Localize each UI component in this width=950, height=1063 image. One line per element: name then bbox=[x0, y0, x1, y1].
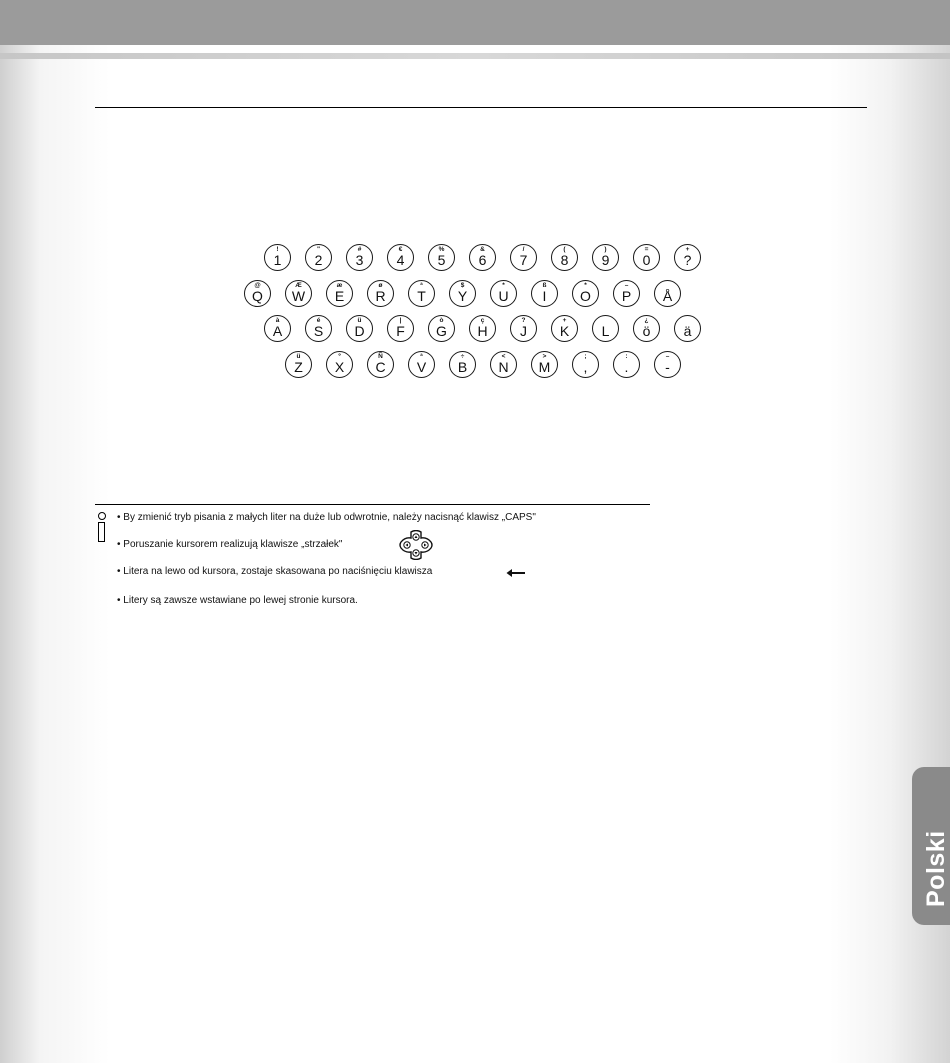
key-primary-label: N bbox=[498, 359, 509, 375]
key-secondary-label: # bbox=[357, 246, 362, 253]
key-primary-label: R bbox=[375, 288, 386, 304]
key bbox=[551, 315, 578, 342]
key-primary-label: Å bbox=[662, 288, 673, 304]
key-secondary-label: ò bbox=[439, 317, 444, 324]
key-secondary-label: % bbox=[438, 246, 445, 253]
backspace-arrow-icon bbox=[506, 567, 526, 579]
key bbox=[510, 315, 537, 342]
key-secondary-label: º bbox=[338, 353, 341, 360]
key bbox=[264, 315, 291, 342]
key-secondary-label: ø bbox=[378, 282, 383, 289]
key bbox=[408, 280, 435, 307]
key-secondary-label: Ñ bbox=[378, 353, 383, 360]
key-secondary-label: < bbox=[501, 353, 506, 360]
key bbox=[387, 315, 414, 342]
key-primary-label: V bbox=[416, 359, 427, 375]
key-primary-label: J bbox=[520, 323, 527, 339]
key-secondary-label: | bbox=[399, 317, 402, 324]
key-primary-label: H bbox=[477, 323, 488, 339]
key-primary-label: M bbox=[538, 359, 551, 375]
note-backspace: • Litera na lewo od kursora, zostaje skasowana po naciśnięciu klawisza bbox=[117, 566, 433, 577]
key bbox=[613, 280, 640, 307]
key-primary-label: W bbox=[291, 288, 306, 304]
key-secondary-label: ç bbox=[480, 317, 485, 324]
key-secondary-label: $ bbox=[460, 282, 465, 289]
key bbox=[592, 315, 619, 342]
key bbox=[428, 315, 455, 342]
key-secondary-label: Æ bbox=[295, 282, 302, 289]
key-secondary-label: ¿ bbox=[644, 317, 649, 324]
key-secondary-label: + bbox=[562, 317, 567, 324]
language-tab bbox=[912, 767, 950, 925]
key-primary-label: 6 bbox=[478, 252, 487, 268]
key-secondary-label: * bbox=[584, 282, 587, 289]
key-secondary-label: ß bbox=[542, 282, 547, 289]
key bbox=[326, 280, 353, 307]
key-secondary-label: € bbox=[398, 246, 403, 253]
key-secondary-label: : bbox=[625, 353, 628, 360]
key-primary-label: 5 bbox=[437, 252, 446, 268]
note-arrows: • Poruszanie kursorem realizują klawisze „strzałek" bbox=[117, 539, 343, 550]
note-insert: • Litery są zawsze wstawiane po lewej stronie kursora. bbox=[117, 595, 358, 606]
key bbox=[469, 315, 496, 342]
key-primary-label: Z bbox=[294, 359, 303, 375]
key-secondary-label: " bbox=[316, 246, 321, 253]
key-secondary-label: æ bbox=[336, 282, 343, 289]
key bbox=[408, 351, 435, 378]
key-primary-label: 8 bbox=[560, 252, 569, 268]
key bbox=[367, 351, 394, 378]
key-primary-label: S bbox=[313, 323, 324, 339]
key bbox=[674, 244, 701, 271]
key-secondary-label: ( bbox=[563, 246, 566, 253]
key-primary-label: X bbox=[334, 359, 345, 375]
key-primary-label: , bbox=[583, 359, 588, 375]
key-secondary-label: ÷ bbox=[460, 353, 465, 360]
note-caps: • By zmienić tryb pisania z małych liter na duże lub odwrotnie, należy nacisnąć klawisz „CAPS" bbox=[117, 512, 536, 523]
key-primary-label: . bbox=[624, 359, 629, 375]
key-secondary-label: – bbox=[665, 353, 670, 360]
key bbox=[367, 280, 394, 307]
key-primary-label: 0 bbox=[642, 252, 651, 268]
key bbox=[674, 315, 701, 342]
key-secondary-label: & bbox=[480, 246, 485, 253]
key bbox=[346, 244, 373, 271]
key-secondary-label: ª bbox=[420, 353, 423, 360]
key-primary-label: O bbox=[580, 288, 591, 304]
key bbox=[510, 244, 537, 271]
key-secondary-label: ? bbox=[521, 317, 526, 324]
key-primary-label: Y bbox=[457, 288, 468, 304]
key bbox=[490, 351, 517, 378]
key-secondary-label: ! bbox=[276, 246, 279, 253]
key-primary-label: A bbox=[272, 323, 283, 339]
key bbox=[633, 244, 660, 271]
key-primary-label: U bbox=[498, 288, 509, 304]
language-tab-label: Polski bbox=[922, 830, 950, 907]
key-primary-label: T bbox=[417, 288, 426, 304]
key bbox=[490, 280, 517, 307]
key bbox=[346, 315, 373, 342]
key bbox=[531, 351, 558, 378]
key-primary-label: - bbox=[665, 359, 670, 375]
key bbox=[531, 280, 558, 307]
key bbox=[326, 351, 353, 378]
key-primary-label: 9 bbox=[601, 252, 610, 268]
key bbox=[572, 351, 599, 378]
key bbox=[244, 280, 271, 307]
key bbox=[264, 244, 291, 271]
key-secondary-label: ü bbox=[357, 317, 362, 324]
key-secondary-label: à bbox=[275, 317, 280, 324]
key bbox=[285, 351, 312, 378]
key-primary-label: F bbox=[396, 323, 405, 339]
key-secondary-label: @ bbox=[254, 282, 261, 289]
key-primary-label: 7 bbox=[519, 252, 528, 268]
key-primary-label: 4 bbox=[396, 252, 405, 268]
key-primary-label: L bbox=[601, 323, 610, 339]
info-icon bbox=[97, 512, 107, 542]
key-secondary-label: = bbox=[644, 246, 649, 253]
key-primary-label: P bbox=[621, 288, 632, 304]
key-secondary-label: * bbox=[502, 282, 505, 289]
key bbox=[387, 244, 414, 271]
dpad-arrows-icon bbox=[399, 530, 433, 560]
key-secondary-label: / bbox=[522, 246, 525, 253]
key-primary-label: ? bbox=[683, 252, 692, 268]
key-primary-label: D bbox=[354, 323, 365, 339]
key-secondary-label: ü bbox=[296, 353, 301, 360]
key bbox=[305, 244, 332, 271]
key-primary-label: K bbox=[559, 323, 570, 339]
key-secondary-label: – bbox=[624, 282, 629, 289]
key-secondary-label: ; bbox=[584, 353, 587, 360]
key bbox=[592, 244, 619, 271]
key bbox=[449, 280, 476, 307]
key-primary-label: E bbox=[334, 288, 345, 304]
key bbox=[449, 351, 476, 378]
key-secondary-label: + bbox=[685, 246, 690, 253]
key-secondary-label: > bbox=[542, 353, 547, 360]
key-primary-label: ä bbox=[683, 323, 692, 339]
key bbox=[551, 244, 578, 271]
key-secondary-label: ª bbox=[420, 282, 423, 289]
key-primary-label: Q bbox=[252, 288, 263, 304]
key bbox=[633, 315, 660, 342]
key bbox=[469, 244, 496, 271]
key-primary-label: C bbox=[375, 359, 386, 375]
key bbox=[654, 280, 681, 307]
key bbox=[305, 315, 332, 342]
key bbox=[285, 280, 312, 307]
key-primary-label: ö bbox=[642, 323, 651, 339]
key-primary-label: 2 bbox=[314, 252, 323, 268]
key-primary-label: G bbox=[436, 323, 447, 339]
key-primary-label: 1 bbox=[273, 252, 282, 268]
key-secondary-label: ) bbox=[604, 246, 607, 253]
keyboard-diagram bbox=[0, 0, 950, 400]
notes-rule bbox=[95, 504, 650, 505]
key-primary-label: B bbox=[457, 359, 468, 375]
key bbox=[572, 280, 599, 307]
key-primary-label: I bbox=[542, 288, 547, 304]
key bbox=[654, 351, 681, 378]
key bbox=[428, 244, 455, 271]
key-secondary-label: é bbox=[316, 317, 321, 324]
key bbox=[613, 351, 640, 378]
key-primary-label: 3 bbox=[355, 252, 364, 268]
